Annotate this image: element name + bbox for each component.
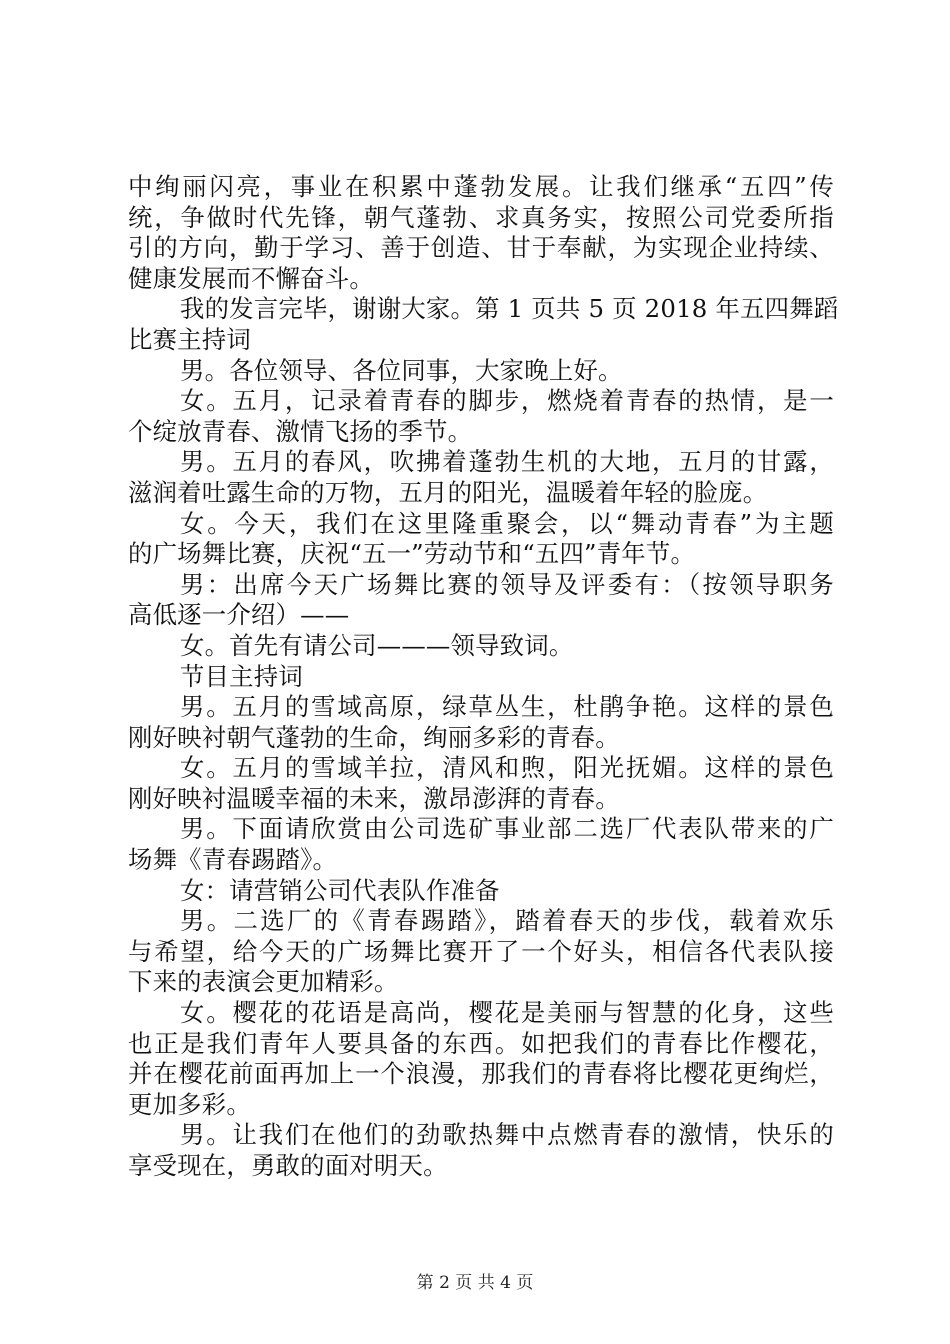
text-line: 女。今天，我们在这里隆重聚会，以“舞动青春”为主题	[180, 508, 834, 538]
text-line: 男。五月的雪域高原，绿草丛生，杜鹃争艳。这样的景色	[180, 692, 834, 722]
text-line: 统，争做时代先锋，朝气蓬勃、求真务实，按照公司党委所指	[128, 202, 834, 232]
text-line: 女。五月的雪域羊拉，清风和煦，阳光抚媚。这样的景色	[180, 753, 834, 783]
text-line: 男：出席今天广场舞比赛的领导及评委有：（按领导职务	[180, 569, 834, 599]
text-line: 刚好映衬温暖幸福的未来，激昂澎湃的青春。	[128, 783, 620, 813]
text-line: 男。让我们在他们的劲歌热舞中点燃青春的激情，快乐的	[180, 1120, 834, 1150]
text-line: 刚好映衬朝气蓬勃的生命，绚丽多彩的青春。	[128, 722, 620, 752]
text-line: 男。各位领导、各位同事，大家晚上好。	[180, 355, 623, 385]
text-line: 女。樱花的花语是高尚，樱花是美丽与智慧的化身，这些	[180, 998, 834, 1028]
text-line: 女。五月，记录着青春的脚步，燃烧着青春的热情，是一	[180, 386, 834, 416]
page-footer: 第 2 页 共 4 页	[416, 1273, 534, 1293]
text-line: 更加多彩。	[128, 1089, 251, 1119]
text-line: 也正是我们青年人要具备的东西。如把我们的青春比作樱花，	[128, 1028, 834, 1058]
document-body	[128, 172, 839, 1182]
text-line: 场舞《青春踢踏》。	[128, 845, 338, 875]
text-line: 女。首先有请公司———领导致词。	[180, 630, 574, 660]
text-line: 个绽放青春、激情飞扬的季节。	[128, 416, 473, 446]
text-line: 引的方向，勤于学习、善于创造、甘于奉献，为实现企业持续、	[128, 233, 834, 263]
text-line: 与希望，给今天的广场舞比赛开了一个好头，相信各代表队接	[128, 936, 834, 966]
text-line: 比赛主持词	[128, 324, 251, 354]
text-line: 享受现在，勇敢的面对明天。	[128, 1151, 448, 1180]
text-line: 下来的表演会更加精彩。	[128, 967, 399, 997]
text-line: 高低逐一介绍）——	[128, 600, 350, 630]
text-line: 并在樱花前面再加上一个浪漫，那我们的青春将比樱花更绚烂，	[128, 1059, 834, 1089]
text-line: 健康发展而不懈奋斗。	[128, 263, 374, 293]
text-line: 女：请营销公司代表队作准备	[180, 875, 500, 905]
text-line: 中绚丽闪亮，事业在积累中蓬勃发展。让我们继承“五四”传	[128, 172, 834, 201]
text-line: 我的发言完毕，谢谢大家。第 1 页共 5 页 2018 年五四舞蹈	[180, 294, 839, 324]
text-line: 的广场舞比赛，庆祝“五一”劳动节和“五四”青年节。	[128, 539, 696, 569]
text-line: 男。五月的春风，吹拂着蓬勃生机的大地，五月的甘露，	[180, 447, 834, 477]
text-line: 滋润着吐露生命的万物，五月的阳光，温暖着年轻的脸庞。	[128, 477, 768, 507]
text-line: 节目主持词	[180, 661, 303, 691]
text-line: 男。二选厂的《青春踢踏》，踏着春天的步伐，载着欢乐	[180, 906, 834, 936]
text-line: 男。下面请欣赏由公司选矿事业部二选厂代表队带来的广	[180, 814, 834, 844]
